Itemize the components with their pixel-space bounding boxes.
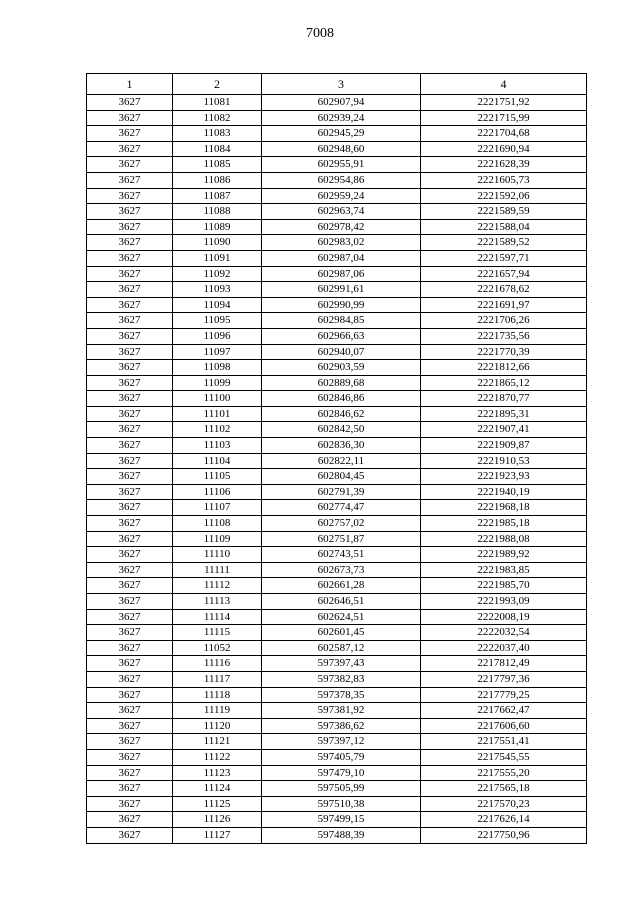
table-cell-col-1: 3627 [87, 562, 173, 578]
table-cell-col-1: 3627 [87, 812, 173, 828]
table-row [87, 594, 587, 610]
table-cell-col-3: 602991,61 [262, 282, 421, 298]
table-cell-col-2: 11101 [173, 406, 262, 422]
table-cell-col-2: 11109 [173, 531, 262, 547]
table-cell-col-2: 11052 [173, 640, 262, 656]
table-cell-col-3: 597505,99 [262, 781, 421, 797]
table-cell-col-4: 2221690,94 [421, 141, 587, 157]
table-cell-col-2: 11120 [173, 718, 262, 734]
table-cell-col-1: 3627 [87, 266, 173, 282]
table-cell-col-2: 11126 [173, 812, 262, 828]
table-row [87, 204, 587, 220]
table-cell-col-1: 3627 [87, 500, 173, 516]
table-cell-col-4: 2217750,96 [421, 827, 587, 843]
header-cell-4: 4 [421, 74, 587, 95]
table-cell-col-2: 11111 [173, 562, 262, 578]
table-row [87, 235, 587, 251]
table-cell-col-3: 602751,87 [262, 531, 421, 547]
table-cell-col-1: 3627 [87, 656, 173, 672]
table-row [87, 812, 587, 828]
table-cell-col-2: 11117 [173, 671, 262, 687]
table-cell-col-3: 602846,86 [262, 391, 421, 407]
table-cell-col-3: 602661,28 [262, 578, 421, 594]
table-cell-col-4: 2221691,97 [421, 297, 587, 313]
table-cell-col-3: 602907,94 [262, 95, 421, 111]
table-cell-col-4: 2221589,52 [421, 235, 587, 251]
table-cell-col-3: 602774,47 [262, 500, 421, 516]
table-cell-col-2: 11082 [173, 110, 262, 126]
table-cell-col-3: 597405,79 [262, 749, 421, 765]
table-cell-col-4: 2221968,18 [421, 500, 587, 516]
table-row [87, 188, 587, 204]
table-row [87, 110, 587, 126]
table-row [87, 703, 587, 719]
table-cell-col-3: 602939,24 [262, 110, 421, 126]
table-cell-col-2: 11112 [173, 578, 262, 594]
table-row [87, 531, 587, 547]
table-cell-col-2: 11089 [173, 219, 262, 235]
table-row [87, 734, 587, 750]
table-cell-col-2: 11110 [173, 547, 262, 563]
table-header [87, 74, 587, 95]
table-cell-col-4: 2217812,49 [421, 656, 587, 672]
table-cell-col-1: 3627 [87, 250, 173, 266]
table-cell-col-4: 2221983,85 [421, 562, 587, 578]
table-cell-col-3: 602842,50 [262, 422, 421, 438]
table-cell-col-1: 3627 [87, 609, 173, 625]
table-cell-col-1: 3627 [87, 344, 173, 360]
table-cell-col-4: 2221988,08 [421, 531, 587, 547]
table-cell-col-2: 11114 [173, 609, 262, 625]
table-row [87, 640, 587, 656]
table-cell-col-3: 602940,07 [262, 344, 421, 360]
table-row [87, 656, 587, 672]
table-cell-col-2: 11115 [173, 625, 262, 641]
table-cell-col-1: 3627 [87, 360, 173, 376]
table-cell-col-1: 3627 [87, 110, 173, 126]
table-cell-col-2: 11091 [173, 250, 262, 266]
table-cell-col-1: 3627 [87, 749, 173, 765]
table-cell-col-2: 11123 [173, 765, 262, 781]
table-cell-col-3: 602791,39 [262, 484, 421, 500]
table-cell-col-4: 2221985,18 [421, 516, 587, 532]
table-cell-col-4: 2221870,77 [421, 391, 587, 407]
table-cell-col-4: 2221770,39 [421, 344, 587, 360]
table-cell-col-3: 602954,86 [262, 172, 421, 188]
table-cell-col-2: 11098 [173, 360, 262, 376]
table-cell-col-3: 597499,15 [262, 812, 421, 828]
table-row [87, 796, 587, 812]
table-cell-col-3: 602673,73 [262, 562, 421, 578]
table-cell-col-1: 3627 [87, 328, 173, 344]
table-cell-col-2: 11113 [173, 594, 262, 610]
table-cell-col-2: 11086 [173, 172, 262, 188]
table-cell-col-2: 11087 [173, 188, 262, 204]
table-cell-col-1: 3627 [87, 422, 173, 438]
table-cell-col-3: 602903,59 [262, 360, 421, 376]
table-cell-col-4: 2221597,71 [421, 250, 587, 266]
table-row [87, 126, 587, 142]
table-row [87, 438, 587, 454]
table-row [87, 500, 587, 516]
table-cell-col-1: 3627 [87, 687, 173, 703]
table-cell-col-4: 2221993,09 [421, 594, 587, 610]
table-cell-col-1: 3627 [87, 172, 173, 188]
table-cell-col-4: 2217565,18 [421, 781, 587, 797]
table-row [87, 749, 587, 765]
table-cell-col-2: 11121 [173, 734, 262, 750]
table-cell-col-4: 2221940,19 [421, 484, 587, 500]
table-cell-col-2: 11106 [173, 484, 262, 500]
table-row [87, 609, 587, 625]
table-cell-col-3: 602804,45 [262, 469, 421, 485]
table-cell-col-4: 2221985,70 [421, 578, 587, 594]
table-cell-col-2: 11122 [173, 749, 262, 765]
table-row [87, 297, 587, 313]
table-cell-col-1: 3627 [87, 625, 173, 641]
table-cell-col-4: 2217545,55 [421, 749, 587, 765]
table-cell-col-4: 2221605,73 [421, 172, 587, 188]
table-cell-col-2: 11095 [173, 313, 262, 329]
table-cell-col-2: 11127 [173, 827, 262, 843]
table-cell-col-4: 2221865,12 [421, 375, 587, 391]
table-cell-col-4: 2222008,19 [421, 609, 587, 625]
table-cell-col-2: 11096 [173, 328, 262, 344]
table-cell-col-1: 3627 [87, 531, 173, 547]
table-cell-col-3: 597479,10 [262, 765, 421, 781]
table-cell-col-4: 2222032,54 [421, 625, 587, 641]
table-cell-col-1: 3627 [87, 453, 173, 469]
table-row [87, 360, 587, 376]
table-cell-col-1: 3627 [87, 703, 173, 719]
table-cell-col-4: 2217662,47 [421, 703, 587, 719]
table-cell-col-1: 3627 [87, 141, 173, 157]
header-cell-2: 2 [173, 74, 262, 95]
table-cell-col-4: 2217570,23 [421, 796, 587, 812]
table-cell-col-3: 602624,51 [262, 609, 421, 625]
table-cell-col-1: 3627 [87, 391, 173, 407]
table-cell-col-3: 602983,02 [262, 235, 421, 251]
table-cell-col-3: 597378,35 [262, 687, 421, 703]
table-cell-col-4: 2221592,06 [421, 188, 587, 204]
table-cell-col-3: 597488,39 [262, 827, 421, 843]
table-cell-col-3: 597386,62 [262, 718, 421, 734]
table-body [87, 95, 587, 844]
table-row [87, 344, 587, 360]
table-cell-col-4: 2217606,60 [421, 718, 587, 734]
table-cell-col-3: 602959,24 [262, 188, 421, 204]
table-cell-col-4: 2221715,99 [421, 110, 587, 126]
table-cell-col-3: 602836,30 [262, 438, 421, 454]
table-cell-col-1: 3627 [87, 95, 173, 111]
table-cell-col-4: 2222037,40 [421, 640, 587, 656]
table-cell-col-4: 2217779,25 [421, 687, 587, 703]
table-cell-col-4: 2221907,41 [421, 422, 587, 438]
header-cell-3: 3 [262, 74, 421, 95]
table-cell-col-4: 2221706,26 [421, 313, 587, 329]
table-cell-col-3: 602822,11 [262, 453, 421, 469]
table-cell-col-1: 3627 [87, 827, 173, 843]
header-row [87, 74, 587, 95]
table-cell-col-1: 3627 [87, 219, 173, 235]
table-cell-col-2: 11102 [173, 422, 262, 438]
table-row [87, 453, 587, 469]
table-cell-col-3: 602743,51 [262, 547, 421, 563]
table-cell-col-2: 11125 [173, 796, 262, 812]
table-cell-col-2: 11083 [173, 126, 262, 142]
table-cell-col-3: 602984,85 [262, 313, 421, 329]
table-cell-col-3: 602987,04 [262, 250, 421, 266]
table-cell-col-1: 3627 [87, 484, 173, 500]
table-cell-col-3: 602587,12 [262, 640, 421, 656]
table-row [87, 406, 587, 422]
table-cell-col-2: 11093 [173, 282, 262, 298]
table-row [87, 781, 587, 797]
coordinates-table [86, 73, 587, 844]
table-row [87, 765, 587, 781]
table-cell-col-2: 11081 [173, 95, 262, 111]
table-row [87, 266, 587, 282]
table-cell-col-2: 11092 [173, 266, 262, 282]
table-cell-col-3: 602757,02 [262, 516, 421, 532]
table-cell-col-2: 11085 [173, 157, 262, 173]
table-cell-col-1: 3627 [87, 297, 173, 313]
table-cell-col-1: 3627 [87, 578, 173, 594]
table-cell-col-4: 2221909,87 [421, 438, 587, 454]
table-row [87, 250, 587, 266]
table-cell-col-3: 602945,29 [262, 126, 421, 142]
table-cell-col-4: 2217626,14 [421, 812, 587, 828]
header-cell-1: 1 [87, 74, 173, 95]
table-cell-col-3: 602955,91 [262, 157, 421, 173]
table-cell-col-3: 602963,74 [262, 204, 421, 220]
table-cell-col-3: 602948,60 [262, 141, 421, 157]
table-row [87, 484, 587, 500]
table-row [87, 671, 587, 687]
table-cell-col-3: 597510,38 [262, 796, 421, 812]
table-cell-col-1: 3627 [87, 671, 173, 687]
table-cell-col-3: 597382,83 [262, 671, 421, 687]
table-cell-col-1: 3627 [87, 547, 173, 563]
table-cell-col-3: 602990,99 [262, 297, 421, 313]
table-cell-col-2: 11099 [173, 375, 262, 391]
table-cell-col-1: 3627 [87, 765, 173, 781]
table-cell-col-2: 11107 [173, 500, 262, 516]
table-cell-col-4: 2221589,59 [421, 204, 587, 220]
table-row [87, 625, 587, 641]
table-row [87, 547, 587, 563]
table-cell-col-3: 602646,51 [262, 594, 421, 610]
table-cell-col-3: 597397,12 [262, 734, 421, 750]
table-cell-col-2: 11084 [173, 141, 262, 157]
table-cell-col-2: 11088 [173, 204, 262, 220]
table-cell-col-1: 3627 [87, 718, 173, 734]
table-cell-col-1: 3627 [87, 375, 173, 391]
table-cell-col-2: 11103 [173, 438, 262, 454]
table-cell-col-3: 602966,63 [262, 328, 421, 344]
table-cell-col-1: 3627 [87, 781, 173, 797]
table-cell-col-4: 2221895,31 [421, 406, 587, 422]
table-cell-col-4: 2221910,53 [421, 453, 587, 469]
table-cell-col-1: 3627 [87, 204, 173, 220]
table-cell-col-3: 602987,06 [262, 266, 421, 282]
table-cell-col-4: 2221923,93 [421, 469, 587, 485]
table-row [87, 282, 587, 298]
table-row [87, 578, 587, 594]
table-cell-col-2: 11118 [173, 687, 262, 703]
table-row [87, 718, 587, 734]
table-row [87, 219, 587, 235]
table-cell-col-2: 11090 [173, 235, 262, 251]
table-cell-col-3: 597381,92 [262, 703, 421, 719]
page-number: 7008 [306, 26, 334, 41]
table-cell-col-1: 3627 [87, 235, 173, 251]
table-cell-col-2: 11108 [173, 516, 262, 532]
table-cell-col-4: 2221678,62 [421, 282, 587, 298]
table-cell-col-1: 3627 [87, 126, 173, 142]
table-cell-col-2: 11100 [173, 391, 262, 407]
table-cell-col-1: 3627 [87, 438, 173, 454]
table-cell-col-3: 597397,43 [262, 656, 421, 672]
table-cell-col-4: 2221812,66 [421, 360, 587, 376]
table-row [87, 422, 587, 438]
table-cell-col-3: 602846,62 [262, 406, 421, 422]
table-row [87, 313, 587, 329]
table-row [87, 687, 587, 703]
table-cell-col-4: 2217551,41 [421, 734, 587, 750]
table-cell-col-4: 2217797,36 [421, 671, 587, 687]
table-cell-col-4: 2221751,92 [421, 95, 587, 111]
table-cell-col-4: 2221704,68 [421, 126, 587, 142]
table-cell-col-4: 2221735,56 [421, 328, 587, 344]
table-row [87, 95, 587, 111]
table-cell-col-1: 3627 [87, 796, 173, 812]
table-row [87, 469, 587, 485]
table-row [87, 391, 587, 407]
table-row [87, 516, 587, 532]
table-cell-col-3: 602978,42 [262, 219, 421, 235]
table-row [87, 328, 587, 344]
table-cell-col-3: 602889,68 [262, 375, 421, 391]
table-cell-col-2: 11124 [173, 781, 262, 797]
table-cell-col-4: 2221657,94 [421, 266, 587, 282]
table-cell-col-1: 3627 [87, 313, 173, 329]
table-cell-col-2: 11105 [173, 469, 262, 485]
table-cell-col-4: 2217555,20 [421, 765, 587, 781]
table-cell-col-1: 3627 [87, 594, 173, 610]
table-cell-col-1: 3627 [87, 734, 173, 750]
table-cell-col-1: 3627 [87, 406, 173, 422]
table-cell-col-2: 11119 [173, 703, 262, 719]
table-row [87, 827, 587, 843]
table-cell-col-4: 2221588,04 [421, 219, 587, 235]
table-row [87, 375, 587, 391]
table-cell-col-2: 11094 [173, 297, 262, 313]
table-cell-col-2: 11104 [173, 453, 262, 469]
table-cell-col-1: 3627 [87, 282, 173, 298]
table-cell-col-2: 11097 [173, 344, 262, 360]
table-cell-col-1: 3627 [87, 516, 173, 532]
table-cell-col-1: 3627 [87, 188, 173, 204]
table-cell-col-4: 2221989,92 [421, 547, 587, 563]
table-row [87, 562, 587, 578]
table-row [87, 157, 587, 173]
table-cell-col-1: 3627 [87, 469, 173, 485]
table-cell-col-4: 2221628,39 [421, 157, 587, 173]
table-cell-col-2: 11116 [173, 656, 262, 672]
table-cell-col-3: 602601,45 [262, 625, 421, 641]
table-cell-col-1: 3627 [87, 157, 173, 173]
table-cell-col-1: 3627 [87, 640, 173, 656]
table-row [87, 172, 587, 188]
table-row [87, 141, 587, 157]
